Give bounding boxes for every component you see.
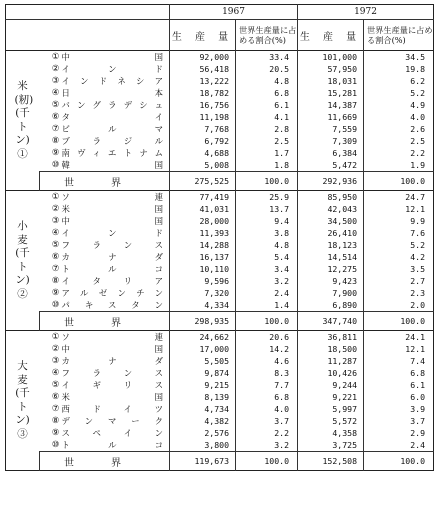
world-share-1967: 100.0 (236, 452, 298, 471)
share-1972-cell: 24.1 (364, 331, 434, 344)
production-1967-cell: 4,734 (170, 403, 236, 415)
share-1972-cell: 4.2 (364, 251, 434, 263)
country-cell: パキスタン (61, 300, 164, 310)
share-1972-cell: 5.2 (364, 87, 434, 99)
country-cell: カナダ (61, 356, 164, 366)
country-cell: バングラデシュ (61, 100, 164, 110)
production-1972-cell: 26,410 (298, 227, 364, 239)
country-cell: 中国 (62, 51, 170, 64)
rank-cell: ⑨ (51, 148, 60, 158)
production-1967-cell: 6,792 (170, 135, 236, 147)
country-cell: 米国 (61, 392, 164, 402)
crop-label: 米(籾)(千トン)① (6, 51, 40, 191)
production-1972-cell: 85,950 (298, 191, 364, 204)
share-1967-cell: 2.5 (236, 135, 298, 147)
rank-cell: ③ (51, 356, 60, 366)
country-cell: カナダ (61, 252, 164, 262)
share-1972-cell: 2.6 (364, 123, 434, 135)
share-1967-cell: 6.1 (236, 99, 298, 111)
production-1967-cell: 92,000 (170, 51, 236, 64)
production-1967-cell: 16,137 (170, 251, 236, 263)
rank-cell: ⑥ (51, 252, 60, 262)
country-cell: インド (61, 228, 164, 238)
production-1967-cell: 77,419 (170, 191, 236, 204)
table-row (6, 403, 434, 415)
production-1967-cell: 14,288 (170, 239, 236, 251)
share-1972-cell: 2.2 (364, 147, 434, 159)
rank-cell: ⑦ (51, 264, 60, 274)
production-1967-cell: 7,768 (170, 123, 236, 135)
table-row (6, 63, 434, 75)
share-1967-cell: 3.2 (236, 439, 298, 452)
production-1967-cell: 41,031 (170, 203, 236, 215)
table-row (6, 439, 434, 452)
production-1972-cell: 18,123 (298, 239, 364, 251)
production-1967-cell: 4,688 (170, 147, 236, 159)
column-header-row (6, 20, 434, 51)
share-1972-cell: 4.0 (364, 111, 434, 123)
production-1972-cell: 3,725 (298, 439, 364, 452)
table-row (6, 355, 434, 367)
table-row (6, 123, 434, 135)
share-1967-cell: 3.4 (236, 263, 298, 275)
world-label: 世界 (40, 452, 170, 471)
table-row (6, 147, 434, 159)
table-row (6, 191, 434, 204)
share-1972-cell: 3.7 (364, 415, 434, 427)
production-1972-cell: 5,997 (298, 403, 364, 415)
share-1972-cell: 9.9 (364, 215, 434, 227)
world-total-row (6, 172, 434, 191)
rank-cell: ③ (51, 76, 60, 86)
share-1972-cell: 4.9 (364, 99, 434, 111)
rank-cell: ⑨ (51, 428, 60, 438)
country-cell: フランス (61, 240, 164, 250)
country-cell: アルゼンチン (61, 288, 164, 298)
production-1972-cell: 9,244 (298, 379, 364, 391)
share-1967-cell: 33.4 (236, 51, 298, 64)
share-1972-cell: 5.2 (364, 239, 434, 251)
production-1967-cell: 11,393 (170, 227, 236, 239)
production-1967-cell: 5,505 (170, 355, 236, 367)
rank-cell: ④ (51, 368, 60, 378)
world-total-row (6, 452, 434, 471)
production-1967-cell: 9,215 (170, 379, 236, 391)
share-1972-cell: 19.8 (364, 63, 434, 75)
share-1972-cell: 6.1 (364, 379, 434, 391)
production-1972-cell: 18,500 (298, 343, 364, 355)
table-row (6, 159, 434, 172)
production-1967-cell: 4,334 (170, 299, 236, 312)
table-row (6, 51, 434, 64)
world-production-1967: 298,935 (170, 312, 236, 331)
table-row (6, 391, 434, 403)
share-1967-cell: 4.1 (236, 111, 298, 123)
share-1967-cell: 1.8 (236, 159, 298, 172)
rank-cell: ⑦ (51, 124, 60, 134)
country-cell: ビルマ (61, 124, 164, 134)
share-1967-cell: 4.8 (236, 75, 298, 87)
production-1972-cell: 12,275 (298, 263, 364, 275)
country-cell: 米国 (61, 204, 164, 214)
rank-cell: ⑧ (51, 276, 60, 286)
country-cell: イギリス (61, 380, 164, 390)
country-cell: 韓国 (61, 160, 164, 170)
world-share-1967: 100.0 (236, 312, 298, 331)
year-header-row (6, 5, 434, 20)
country-cell: イタリア (61, 276, 164, 286)
world-label: 世界 (40, 312, 170, 331)
rank-cell: ⑤ (51, 240, 60, 250)
table-row (6, 287, 434, 299)
table-row (6, 135, 434, 147)
production-1972-cell: 11,287 (298, 355, 364, 367)
share-1967-cell: 6.8 (236, 391, 298, 403)
share-1967-cell: 1.7 (236, 147, 298, 159)
share-1967-cell: 7.7 (236, 379, 298, 391)
country-cell: 南ヴィエトナム (61, 148, 164, 158)
share-1967-cell: 3.8 (236, 227, 298, 239)
country-cell: タイ (61, 112, 164, 122)
table-row (6, 343, 434, 355)
production-1972-cell: 18,031 (298, 75, 364, 87)
table-row (6, 99, 434, 111)
country-cell: ソ連 (62, 331, 170, 344)
share-1967-cell: 2.2 (236, 427, 298, 439)
share-1967-cell: 14.2 (236, 343, 298, 355)
table-row (6, 415, 434, 427)
country-cell: インドネシア (61, 76, 164, 86)
production-1972-cell: 36,811 (298, 331, 364, 344)
share-1972-cell: 6.2 (364, 75, 434, 87)
world-production-1967: 275,525 (170, 172, 236, 191)
share-1967-cell: 20.6 (236, 331, 298, 344)
share-1972-cell: 12.1 (364, 343, 434, 355)
share-1972-cell: 2.9 (364, 427, 434, 439)
production-1967-cell: 2,576 (170, 427, 236, 439)
country-cell: インド (61, 64, 164, 74)
production-1972-cell: 9,423 (298, 275, 364, 287)
table-row (6, 215, 434, 227)
rank-cell: ⑥ (51, 112, 60, 122)
table-row (6, 111, 434, 123)
world-share-1972: 100.0 (364, 172, 434, 191)
production-1967-cell: 5,008 (170, 159, 236, 172)
country-cell: スペイン (61, 428, 164, 438)
production-1967-cell: 28,000 (170, 215, 236, 227)
share-1972-cell: 24.7 (364, 191, 434, 204)
share-1972-cell: 7.6 (364, 227, 434, 239)
rank-cell: ⑤ (51, 380, 60, 390)
production-1967-cell: 9,874 (170, 367, 236, 379)
share-1967-cell: 8.3 (236, 367, 298, 379)
share-1967-cell: 5.4 (236, 251, 298, 263)
country-cell: トルコ (61, 440, 164, 450)
production-1972-cell: 6,384 (298, 147, 364, 159)
table-row (6, 379, 434, 391)
production-1967-header: 生 産 量 (170, 20, 236, 51)
table-row (6, 263, 434, 275)
rank-cell: ① (40, 51, 62, 64)
share-1972-header: 世界生産量に占める割合(%) (364, 20, 434, 51)
rank-cell: ⑧ (51, 136, 60, 146)
production-1972-cell: 15,281 (298, 87, 364, 99)
production-1967-cell: 24,662 (170, 331, 236, 344)
table-row (6, 227, 434, 239)
share-1972-cell: 3.9 (364, 403, 434, 415)
world-total-row (6, 312, 434, 331)
production-1972-cell: 9,221 (298, 391, 364, 403)
production-1972-cell: 34,500 (298, 215, 364, 227)
production-1967-cell: 16,756 (170, 99, 236, 111)
rank-cell: ⑩ (51, 160, 60, 170)
share-1972-cell: 7.4 (364, 355, 434, 367)
world-production-1972: 152,508 (298, 452, 364, 471)
share-1967-cell: 1.4 (236, 299, 298, 312)
rank-cell: ① (40, 191, 62, 204)
world-production-1972: 292,936 (298, 172, 364, 191)
share-1967-cell: 4.0 (236, 403, 298, 415)
share-1967-cell: 4.8 (236, 239, 298, 251)
rank-cell: ④ (51, 88, 60, 98)
share-1972-cell: 2.4 (364, 439, 434, 452)
production-1972-cell: 14,514 (298, 251, 364, 263)
share-1967-cell: 13.7 (236, 203, 298, 215)
share-1972-cell: 34.5 (364, 51, 434, 64)
rank-cell: ③ (51, 216, 60, 226)
production-1967-cell: 56,418 (170, 63, 236, 75)
production-1967-cell: 3,800 (170, 439, 236, 452)
share-1967-cell: 9.4 (236, 215, 298, 227)
production-1972-cell: 7,309 (298, 135, 364, 147)
share-1972-cell: 6.8 (364, 367, 434, 379)
production-1972-cell: 7,559 (298, 123, 364, 135)
rank-cell: ④ (51, 228, 60, 238)
share-1967-cell: 2.8 (236, 123, 298, 135)
rank-cell: ⑧ (51, 416, 60, 426)
country-cell: トルコ (61, 264, 164, 274)
grain-production-table (5, 4, 434, 471)
share-1972-cell: 12.1 (364, 203, 434, 215)
share-1967-cell: 3.2 (236, 275, 298, 287)
production-1972-cell: 10,426 (298, 367, 364, 379)
production-1972-cell: 14,387 (298, 99, 364, 111)
production-1972-cell: 42,043 (298, 203, 364, 215)
production-1967-cell: 10,110 (170, 263, 236, 275)
year-1967-header: 1967 (170, 5, 298, 20)
production-1972-cell: 6,890 (298, 299, 364, 312)
production-1972-header: 生 産 量 (298, 20, 364, 51)
world-label: 世界 (40, 172, 170, 191)
year-1972-header: 1972 (298, 5, 434, 20)
table-row (6, 87, 434, 99)
rank-cell: ② (51, 64, 60, 74)
share-1972-cell: 6.0 (364, 391, 434, 403)
production-1972-cell: 4,358 (298, 427, 364, 439)
table-row (6, 299, 434, 312)
production-1972-cell: 11,669 (298, 111, 364, 123)
share-1972-cell: 1.9 (364, 159, 434, 172)
production-1972-cell: 5,572 (298, 415, 364, 427)
production-1967-cell: 17,000 (170, 343, 236, 355)
production-1972-cell: 101,000 (298, 51, 364, 64)
share-1967-cell: 6.8 (236, 87, 298, 99)
production-1967-cell: 11,198 (170, 111, 236, 123)
table-row (6, 251, 434, 263)
world-share-1972: 100.0 (364, 312, 434, 331)
share-1972-cell: 2.5 (364, 135, 434, 147)
world-share-1967: 100.0 (236, 172, 298, 191)
country-cell: ブラジル (61, 136, 164, 146)
rank-cell: ⑩ (51, 300, 60, 310)
share-1972-cell: 3.5 (364, 263, 434, 275)
country-cell: 中国 (61, 344, 164, 354)
share-1967-cell: 2.4 (236, 287, 298, 299)
rank-cell: ⑩ (51, 440, 60, 450)
production-1967-cell: 9,596 (170, 275, 236, 287)
rank-cell: ② (51, 204, 60, 214)
production-1972-cell: 57,950 (298, 63, 364, 75)
crop-label: 小麦(千トン)② (6, 191, 40, 331)
rank-cell: ② (51, 344, 60, 354)
world-production-1972: 347,740 (298, 312, 364, 331)
production-1967-cell: 4,382 (170, 415, 236, 427)
table-row (6, 331, 434, 344)
share-1967-header: 世界生産量に占める割合(%) (236, 20, 298, 51)
production-1967-cell: 13,222 (170, 75, 236, 87)
rank-cell: ⑦ (51, 404, 60, 414)
crop-label: 大麦(千トン)③ (6, 331, 40, 471)
country-cell: 日本 (61, 88, 164, 98)
production-table-document (5, 4, 433, 504)
country-cell: ソ連 (62, 191, 170, 204)
table-row (6, 203, 434, 215)
country-cell: デンマーク (61, 416, 164, 426)
production-1972-cell: 5,472 (298, 159, 364, 172)
share-1967-cell: 3.7 (236, 415, 298, 427)
share-1972-cell: 2.3 (364, 287, 434, 299)
table-row (6, 427, 434, 439)
world-share-1972: 100.0 (364, 452, 434, 471)
production-1967-cell: 7,320 (170, 287, 236, 299)
country-cell: フランス (61, 368, 164, 378)
country-cell: 西ドイツ (61, 404, 164, 414)
country-cell: 中国 (61, 216, 164, 226)
rank-cell: ⑨ (51, 288, 60, 298)
share-1967-cell: 25.9 (236, 191, 298, 204)
production-1967-cell: 18,782 (170, 87, 236, 99)
rank-cell: ⑥ (51, 392, 60, 402)
share-1967-cell: 20.5 (236, 63, 298, 75)
table-row (6, 75, 434, 87)
rank-cell: ① (40, 331, 62, 344)
table-row (6, 239, 434, 251)
rank-cell: ⑤ (51, 100, 60, 110)
share-1972-cell: 2.0 (364, 299, 434, 312)
production-1967-cell: 8,139 (170, 391, 236, 403)
table-row (6, 367, 434, 379)
world-production-1967: 119,673 (170, 452, 236, 471)
production-1972-cell: 7,900 (298, 287, 364, 299)
share-1967-cell: 4.6 (236, 355, 298, 367)
table-row (6, 275, 434, 287)
share-1972-cell: 2.7 (364, 275, 434, 287)
